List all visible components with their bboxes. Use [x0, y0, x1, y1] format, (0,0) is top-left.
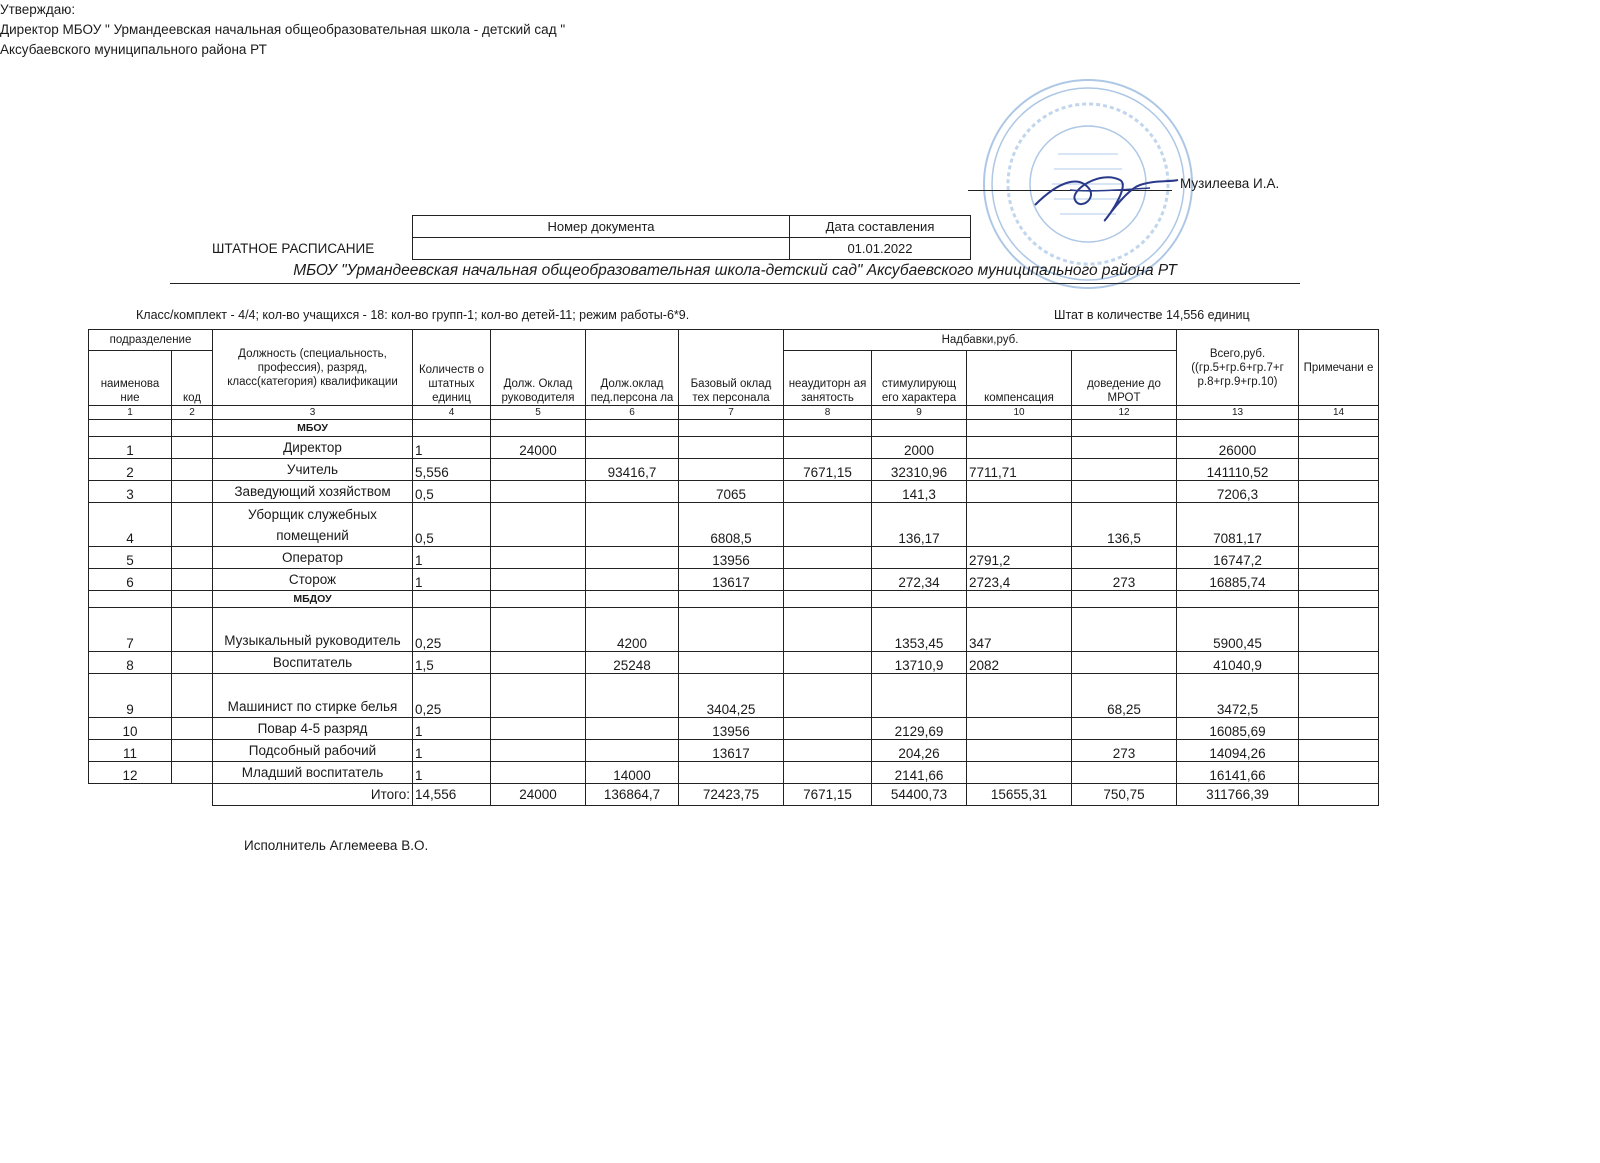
header-mgr-salary: Долж. Оклад руководителя: [491, 330, 586, 406]
table-row: [89, 481, 1379, 503]
row-mrot: [1072, 608, 1177, 652]
row-comp: 7711,71: [967, 459, 1072, 481]
row-notes: [1299, 569, 1379, 591]
row-code: [172, 718, 213, 740]
empty-cell: [872, 591, 967, 608]
row-stim: 2141,66: [872, 762, 967, 784]
row-mgr: [491, 740, 586, 762]
empty-cell: [1177, 591, 1299, 608]
row-mgr: [491, 503, 586, 547]
header-total: Всего,руб. ((гр.5+гр.6+гр.7+г р.8+гр.9+гр.10): [1177, 330, 1299, 406]
totals-comp: 15655,31: [967, 784, 1072, 806]
row-units: 0,25: [413, 674, 491, 718]
signature-icon: [1030, 160, 1180, 230]
row-mgr: [491, 459, 586, 481]
row-code: [172, 547, 213, 569]
col-num: 1: [89, 406, 172, 420]
row-comp: [967, 481, 1072, 503]
row-mrot: 273: [1072, 740, 1177, 762]
row-non-class: [784, 608, 872, 652]
row-stim: 272,34: [872, 569, 967, 591]
row-non-class: [784, 762, 872, 784]
col-num: 12: [1072, 406, 1177, 420]
row-ped: [586, 481, 679, 503]
row-comp: 347: [967, 608, 1072, 652]
row-code: [172, 481, 213, 503]
row-stim: 32310,96: [872, 459, 967, 481]
row-number: 9: [89, 674, 172, 718]
row-comp: 2082: [967, 652, 1072, 674]
totals-stim: 54400,73: [872, 784, 967, 806]
row-code: [172, 762, 213, 784]
row-ped: 14000: [586, 762, 679, 784]
row-mrot: 273: [1072, 569, 1177, 591]
row-position: Уборщик служебных помещений: [213, 503, 413, 547]
row-stim: 1353,45: [872, 608, 967, 652]
header-stimulating: стимулирующ его характера: [872, 351, 967, 406]
row-number: 6: [89, 569, 172, 591]
row-notes: [1299, 437, 1379, 459]
row-tech: 13617: [679, 740, 784, 762]
col-num: 6: [586, 406, 679, 420]
empty-cell: [1177, 420, 1299, 437]
col-num: 2: [172, 406, 213, 420]
col-num: 5: [491, 406, 586, 420]
row-stim: 204,26: [872, 740, 967, 762]
row-total: 14094,26: [1177, 740, 1299, 762]
row-notes: [1299, 503, 1379, 547]
empty-cell: [586, 420, 679, 437]
header-subdivision: подразделение: [89, 330, 213, 351]
empty-cell: [1299, 420, 1379, 437]
row-units: 0,25: [413, 608, 491, 652]
header-units: Количеств о штатных единиц: [413, 330, 491, 406]
totals-row: [89, 784, 1379, 806]
row-mgr: 24000: [491, 437, 586, 459]
row-tech: [679, 652, 784, 674]
row-mrot: [1072, 547, 1177, 569]
doc-date-label: Дата составления: [790, 216, 971, 238]
empty-cell: [1299, 591, 1379, 608]
header-tech-salary: Базовый оклад тех персонала: [679, 330, 784, 406]
empty-cell: [872, 420, 967, 437]
doc-date-value: 01.01.2022: [790, 238, 971, 260]
row-units: 1: [413, 437, 491, 459]
section-row: [89, 591, 1379, 608]
column-number-row: [89, 406, 1379, 420]
col-num: 14: [1299, 406, 1379, 420]
approval-line-2: Аксубаевского муниципального района РТ: [0, 42, 267, 57]
empty-cell: [413, 591, 491, 608]
row-tech: [679, 459, 784, 481]
col-num: 10: [967, 406, 1072, 420]
row-ped: [586, 718, 679, 740]
row-non-class: [784, 437, 872, 459]
row-comp: [967, 674, 1072, 718]
row-total: 16885,74: [1177, 569, 1299, 591]
row-mrot: [1072, 718, 1177, 740]
row-tech: 7065: [679, 481, 784, 503]
row-total: 7206,3: [1177, 481, 1299, 503]
row-non-class: [784, 674, 872, 718]
row-stim: [872, 674, 967, 718]
row-code: [172, 459, 213, 481]
row-units: 1: [413, 547, 491, 569]
row-code: [172, 674, 213, 718]
row-code: [172, 569, 213, 591]
doc-number-label: Номер документа: [413, 216, 790, 238]
row-stim: [872, 547, 967, 569]
row-position: Учитель: [213, 459, 413, 481]
table-row: [89, 718, 1379, 740]
row-number: 7: [89, 608, 172, 652]
row-number: 4: [89, 503, 172, 547]
empty-cell: [1072, 420, 1177, 437]
row-notes: [1299, 608, 1379, 652]
document-header-table: [412, 215, 971, 260]
staff-count: Штат в количестве 14,556 единиц: [1054, 308, 1250, 322]
row-mgr: [491, 481, 586, 503]
row-total: 16747,2: [1177, 547, 1299, 569]
row-notes: [1299, 652, 1379, 674]
row-non-class: [784, 481, 872, 503]
table-row: [89, 652, 1379, 674]
row-position: Младший воспитатель: [213, 762, 413, 784]
row-position: Подсобный рабочий: [213, 740, 413, 762]
section-row: [89, 420, 1379, 437]
approval-label: Утверждаю:: [0, 2, 76, 17]
row-tech: 3404,25: [679, 674, 784, 718]
row-ped: [586, 547, 679, 569]
table-row: [89, 569, 1379, 591]
row-notes: [1299, 459, 1379, 481]
col-num: 9: [872, 406, 967, 420]
header-non-class: неаудиторн ая занятость: [784, 351, 872, 406]
row-units: 5,556: [413, 459, 491, 481]
totals-mgr: 24000: [491, 784, 586, 806]
empty-cell: [784, 591, 872, 608]
totals-units: 14,556: [413, 784, 491, 806]
row-stim: 2129,69: [872, 718, 967, 740]
row-number: 1: [89, 437, 172, 459]
col-num: 4: [413, 406, 491, 420]
row-ped: 25248: [586, 652, 679, 674]
row-mrot: [1072, 652, 1177, 674]
header-allowances: Надбавки,руб.: [784, 330, 1177, 351]
table-row: [89, 762, 1379, 784]
approval-line-1: Директор МБОУ " Урмандеевская начальная общеобразовательная школа - детский сад ": [0, 22, 566, 37]
performer: Исполнитель Аглемеева В.О.: [244, 838, 429, 853]
row-mrot: 68,25: [1072, 674, 1177, 718]
header-compensation: компенсация: [967, 351, 1072, 406]
row-total: 141110,52: [1177, 459, 1299, 481]
row-ped: 93416,7: [586, 459, 679, 481]
row-non-class: [784, 503, 872, 547]
row-comp: [967, 762, 1072, 784]
row-mgr: [491, 652, 586, 674]
row-ped: 4200: [586, 608, 679, 652]
row-position: Заведующий хозяйством: [213, 481, 413, 503]
doc-number-value: [413, 238, 790, 260]
table-row: [89, 459, 1379, 481]
row-ped: [586, 569, 679, 591]
row-units: 1,5: [413, 652, 491, 674]
col-num: 8: [784, 406, 872, 420]
empty-cell: [967, 591, 1072, 608]
row-mgr: [491, 762, 586, 784]
row-position: Музыкальный руководитель: [213, 608, 413, 652]
col-num: 7: [679, 406, 784, 420]
empty-cell: [586, 591, 679, 608]
row-code: [172, 608, 213, 652]
row-comp: [967, 718, 1072, 740]
row-ped: [586, 674, 679, 718]
row-non-class: [784, 569, 872, 591]
row-number: 2: [89, 459, 172, 481]
empty-cell: [967, 420, 1072, 437]
organization-name: МБОУ "Урмандеевская начальная общеобразовательная школа-детский сад" Аксубаевского муниципального района РТ: [170, 262, 1300, 284]
row-code: [172, 740, 213, 762]
row-units: 1: [413, 718, 491, 740]
totals-ped: 136864,7: [586, 784, 679, 806]
empty-cell: [679, 591, 784, 608]
row-notes: [1299, 674, 1379, 718]
table-row: [89, 547, 1379, 569]
table-row: [89, 740, 1379, 762]
row-tech: [679, 608, 784, 652]
row-number: 5: [89, 547, 172, 569]
row-notes: [1299, 740, 1379, 762]
header-mrot: доведение до МРОТ: [1072, 351, 1177, 406]
header-position: Должность (специальность, профессия), разряд, класс(категория) квалификации: [213, 330, 413, 406]
empty-cell: [89, 591, 172, 608]
row-total: 41040,9: [1177, 652, 1299, 674]
row-mrot: 136,5: [1072, 503, 1177, 547]
row-mrot: [1072, 459, 1177, 481]
document-title: ШТАТНОЕ РАСПИСАНИЕ: [212, 241, 375, 256]
empty-cell: [413, 420, 491, 437]
row-non-class: [784, 740, 872, 762]
header-notes: Примечани е: [1299, 330, 1379, 406]
row-comp: [967, 503, 1072, 547]
row-position: Директор: [213, 437, 413, 459]
approval-block: [0, 0, 1600, 60]
row-units: 1: [413, 569, 491, 591]
row-non-class: 7671,15: [784, 459, 872, 481]
empty-cell: [1072, 591, 1177, 608]
row-mgr: [491, 547, 586, 569]
row-comp: [967, 740, 1072, 762]
row-stim: 136,17: [872, 503, 967, 547]
row-units: 1: [413, 762, 491, 784]
header-code: код: [172, 351, 213, 406]
row-number: 8: [89, 652, 172, 674]
row-mrot: [1072, 762, 1177, 784]
row-notes: [1299, 481, 1379, 503]
totals-non-class: 7671,15: [784, 784, 872, 806]
row-position: Оператор: [213, 547, 413, 569]
row-position: Сторож: [213, 569, 413, 591]
row-stim: 13710,9: [872, 652, 967, 674]
row-number: 10: [89, 718, 172, 740]
row-tech: [679, 437, 784, 459]
row-tech: 6808,5: [679, 503, 784, 547]
row-mgr: [491, 608, 586, 652]
totals-mrot: 750,75: [1072, 784, 1177, 806]
totals-label: Итого:: [213, 784, 413, 806]
empty-cell: [172, 420, 213, 437]
totals-total: 311766,39: [1177, 784, 1299, 806]
row-ped: [586, 503, 679, 547]
row-tech: 13956: [679, 718, 784, 740]
row-position: Машинист по стирке белья: [213, 674, 413, 718]
row-units: 1: [413, 740, 491, 762]
row-position: Повар 4-5 разряд: [213, 718, 413, 740]
row-units: 0,5: [413, 503, 491, 547]
row-mrot: [1072, 481, 1177, 503]
row-total: 5900,45: [1177, 608, 1299, 652]
row-ped: [586, 740, 679, 762]
row-number: 3: [89, 481, 172, 503]
row-non-class: [784, 718, 872, 740]
signatory-name: Музилеева И.А.: [1180, 176, 1280, 191]
row-notes: [1299, 762, 1379, 784]
empty-cell: [89, 420, 172, 437]
empty-cell: [679, 420, 784, 437]
row-tech: [679, 762, 784, 784]
table-row: [89, 437, 1379, 459]
row-comp: [967, 437, 1072, 459]
row-mrot: [1072, 437, 1177, 459]
row-comp: 2791,2: [967, 547, 1072, 569]
row-position: Воспитатель: [213, 652, 413, 674]
row-total: 7081,17: [1177, 503, 1299, 547]
row-non-class: [784, 547, 872, 569]
row-number: 11: [89, 740, 172, 762]
table-row: [89, 608, 1379, 652]
table-row: [89, 674, 1379, 718]
col-num: 3: [213, 406, 413, 420]
staffing-table: [88, 329, 1379, 806]
header-ped-salary: Долж.оклад пед.персона ла: [586, 330, 679, 406]
section-title: МБДОУ: [213, 591, 413, 608]
header-name: наименова ние: [89, 351, 172, 406]
empty-cell: [491, 591, 586, 608]
totals-tech: 72423,75: [679, 784, 784, 806]
row-number: 12: [89, 762, 172, 784]
row-total: 16141,66: [1177, 762, 1299, 784]
empty-cell: [491, 420, 586, 437]
class-info: Класс/комплект - 4/4; кол-во учащихся - 18: кол-во групп-1; кол-во детей-11; режим работы-6*9.: [136, 308, 690, 322]
col-num: 13: [1177, 406, 1299, 420]
row-mgr: [491, 718, 586, 740]
row-stim: 2000: [872, 437, 967, 459]
row-total: 26000: [1177, 437, 1299, 459]
empty-cell: [784, 420, 872, 437]
row-mgr: [491, 569, 586, 591]
table-row: [89, 503, 1379, 547]
totals-notes: [1299, 784, 1379, 806]
row-code: [172, 437, 213, 459]
row-code: [172, 652, 213, 674]
section-title: МБОУ: [213, 420, 413, 437]
row-notes: [1299, 547, 1379, 569]
empty-cell: [172, 591, 213, 608]
row-comp: 2723,4: [967, 569, 1072, 591]
row-units: 0,5: [413, 481, 491, 503]
row-total: 3472,5: [1177, 674, 1299, 718]
row-stim: 141,3: [872, 481, 967, 503]
row-tech: 13956: [679, 547, 784, 569]
row-notes: [1299, 718, 1379, 740]
row-code: [172, 503, 213, 547]
row-non-class: [784, 652, 872, 674]
row-tech: 13617: [679, 569, 784, 591]
row-total: 16085,69: [1177, 718, 1299, 740]
row-ped: [586, 437, 679, 459]
row-mgr: [491, 674, 586, 718]
